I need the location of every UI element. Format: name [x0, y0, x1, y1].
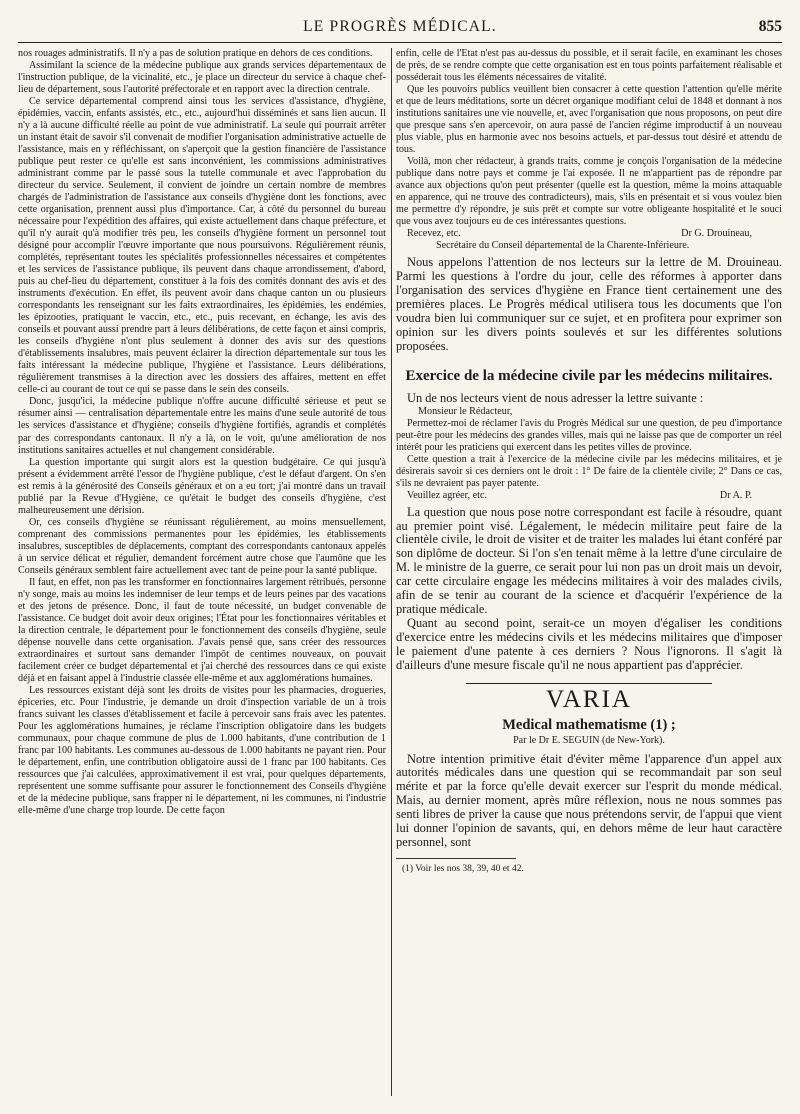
letter-paragraph: Voilà, mon cher rédacteur, à grands traits, comme je conçois l'organisation de la médecine publique dans notre pays et comme je l'ai exposée. Il ne m'appartient pas de répondre par avance aux objections qu'on peut présenter (quelle est la question, même la moins attaquable en apparence, qui ne trouve des contradicteurs), mais, s'ils en présentait et si vous voulez bien me permettre d'y répondre, je suis prêt et compte sur votre obligeante hospitalité et le souci que vous avez toujours eu de ces intéressantes questions. [396, 156, 782, 228]
reader-letter-paragraph: Permettez-moi de réclamer l'avis du Progrès Médical sur une question, de peu d'importance peut-être pour les médecins des grandes villes, mais qui ne laisse pas que de comporter un réel intérêt pour les praticiens qui exercent dans les petites villes de province. [396, 417, 782, 453]
varia-heading: VARIA [546, 685, 632, 713]
answer-paragraph: La question que nous pose notre correspondant est facile à résoudre, quant au premier point visé. Légalement, le médecin militaire peut faire de la clientèle civile, le droit de visiter et de traiter les malades lui étant conféré par son diplôme de docteur. Si l'on s'en tenait même à la lettre d'une circulaire de M. le ministre de la guerre, ce serait pour lui non pas un droit mais un devoir, car cette circulaire engage les médecins militaires à voir des malades civils, afin de se tenir au courant de la science et d'acquérir l'expérience de la pratique médicale. [396, 504, 782, 616]
varia-rule [466, 683, 712, 684]
letter-closing-line [396, 228, 782, 240]
letter-signature: Dr G. Drouineau, [681, 228, 752, 240]
reader-letter-paragraph: Cette question a trait à l'exercice de la médecine civile par les médecins militaires, et je désirerais savoir si ces derniers ont le droit : 1° De faire de la clientèle civile; 2° Dans ce cas, s'ils ne devraient pas payer patente. [396, 453, 782, 489]
page-header [18, 8, 782, 43]
varia-subtitle: Medical mathematisme (1) ; [502, 716, 676, 733]
letter-paragraph: Que les pouvoirs publics veuillent bien consacrer à cette question l'attention qu'elle mérite et que de leurs méditations, sorte un décret organique modifiant celui de 1848 et donnant à nos institutions sanitaires une vie nouvelle, et, avec l'organisation que nous proposons, on peut dire que presque sans s'en apercevoir, on aura passé de l'ancien régime improductif à un nouveau plus viable, plus en harmonie avec nos besoins actuels, et par-dessus tout désiré et attendu de tous. [396, 84, 782, 156]
body-paragraph: Ce service départemental comprend ainsi tous les services d'assistance, d'hygiène, épidémies, vaccin, enfants assistés, etc., etc., aujourd'hui disséminés et sans lien aucun. Il n'y a là aucune difficulté réelle au point de vue administratif. La seule qui pourrait arrêter un instant était de savoir s'il convenait de modifier l'organisation administrative actuelle de l'assistance, mais en y réfléchissant, on s'aperçoit que la gestion financière de l'assistance publique peut rester ce qu'elle est sans inconvénient, les commissions administratives administrant comme par le passé sous la tutelle communale et avec l'approbation du directeur du service. Seulement, il convient de joindre un certain nombre de membres chargés de l'administration de l'assistance aux conseils d'hygiène dont les fonctions, avec cette organisation, prennent aussi plus d'importance. Car, à côté du personnel du bureau nécessaire pour l'expédition des affaires, qui existe actuellement dans chaque préfecture, et qu'il n'y aurait qu'à modifier très peu, les conseils d'hygiène forment un personnel tout désigné pour accomplir l'œuvre importante que nous poursuivons. Régulièrement réunis, complétés, représentant toutes les spécialités professionnelles nécessaires et compétentes et les services de l'assistance publique, ils peuvent dans chaque arrondissement, d'abord, puis au chef-lieu du département, constituer à la fois des comités donnant des avis et des instruments d'exécution. En effet, ils peuvent avoir dans chaque canton un ou plusieurs correspondants les renseignant sur les faits extraordinaires, les épidémies, les endémies, les épizooties, pratiquant le vaccin, etc., etc., puis recevant, en échange, les avis des conseils et pouvant aussi prendre part à leurs délibérations, de cette façon et ainsi compris, les conseils d'hygiène n'ont plus seulement à donner des avis sur des questions d'établissements insalubres, mais peuvent éclairer la direction départementale sur tous les faits intéressant la médecine publique, l'hygiène et l'assistance. Leurs délibérations, régulièrement transmises à la direction avec les dossiers des affaires, mettent en effet celle-ci au courant de tout ce qui se passe dans le sein des conseils. [18, 96, 386, 396]
salutation: Monsieur le Rédacteur, [418, 405, 513, 417]
column-divider [391, 48, 392, 1096]
answer-paragraph: Quant au second point, serait-ce un moyen d'égaliser les conditions d'exercice entre les médecins civils et les médecins militaires que d'imposer le paiement d'une patente à ces derniers ? Nous l'ignorons. Il s'agit là d'ailleurs d'une mesure fiscale qu'il ne nous appartient pas d'apprécier. [396, 615, 782, 672]
letter-closing: Recevez, etc. [407, 228, 461, 240]
footnote-rule [396, 858, 516, 859]
body-paragraph: La question importante qui surgit alors est la question budgétaire. Ce qui jusqu'à présent a évidemment arrêté l'essor de l'hygiène publique, c'est le défaut d'argent. On s'en est remis à la générosité des Conseils généraux et on a eu tort; j'ai montré dans un travail publié par la Revue d'Hygiène, ce qu'était le budget des conseils d'hygiène, c'est malheureusement une dérision. [18, 456, 386, 516]
footnote: (1) Voir les nos 38, 39, 40 et 42. [402, 863, 524, 874]
body-paragraph: Donc, jusqu'ici, la médecine publique n'offre aucune difficulté sérieuse et peut se résumer ainsi — centralisation départementale entre les mains d'une seule autorité de tous les services d'assistance et d'hygiène; conseils d'hygiène fortifiés, agrandis et complétés par des correspondants cantonaux. Il n'y a là, on le voit, qu'une amélioration de nos institutions sanitaires actuelles et nul changement considérable. [18, 396, 386, 456]
journal-title: LE PROGRÈS MÉDICAL. [303, 18, 497, 35]
body-paragraph: nos rouages administratifs. Il n'y a pas de solution pratique en dehors de ces conditions. [18, 48, 373, 59]
section-intro: Un de nos lecteurs vient de nous adresser la lettre suivante : [407, 390, 704, 405]
varia-paragraph: Notre intention primitive était d'éviter même l'apparence d'un appel aux autorités médicales dans une question qui se recommandait par son seul mérite et par la force qu'elle devait exercer sur l'esprit du monde médical. Mais, au dernier moment, après mûre réflexion, nous ne nous sommes pas senti libres de priver la cause que nous prétendons servir, de l'appui que vient lui donner l'opinion de savants, qui, en dehors même de leur haut caractère personnel, sont [396, 751, 782, 849]
reader-closing-line [396, 490, 782, 502]
body-paragraph: Il faut, en effet, non pas les transformer en fonctionnaires largement rétribués, personne n'y songe, mais au moins les indemniser de leur temps et de leurs peines par des vacations et des jetons de présence. Donc, il faut de toute nécessité, un budget convenable de l'assistance. Ce budget doit avoir deux origines; l'État pour les fonctionnaires véritables et la direction centrale, le département pour le fonctionnement des conseils d'hygiène, seule dépense nouvelle dans cette organisation. J'avais pensé que, sans créer des ressources extraordinaires et surtout sans demander l'impôt de centimes nouveaux, on pouvait facilement créer ce budget départemental et j'ai cherché des ressources dans ce qui existe déjà et en faisant appel à l'industrie classée elle-même et aux agglomérations humaines. [18, 576, 386, 684]
reader-signature: Dr A. P. [719, 489, 752, 501]
body-paragraph: Assimilant la science de la médecine publique aux grands services départementaux de l'instruction publique, de la vicinalité, etc., je place un directeur du service à chaque chef-lieu de département, sous l'autorité préfectorale et en rapport avec la direction centrale. [18, 60, 386, 96]
body-paragraph: Les ressources existant déjà sont les droits de visites pour les pharmacies, drogueries, épiceries, etc. Pour l'industrie, je demande un droit d'inspection variable de un à trois francs suivant les classes d'établissement et facile à percevoir sans frais avec les patentes. Pour les agglomérations humaines, je réclame l'inscription obligatoire dans les budgets communaux, pour chaque commune de plus de 1.000 habitants, d'une contribution de 1 franc par 100 habitants. Les communes au-dessous de 1.000 habitants ne payant rien. Pour le département, enfin, une contribution obligatoire aussi de 1 franc par 100 habitants. Ces ressources que j'ai calculées, approximativement il est vrai, pour quelques départements, représentent une somme suffisante pour assurer le fonctionnement des Conseils d'hygiène et de la médecine publique, sans frapper ni le département, ni les communes, ni l'industrie elle-même d'une charge trop lourde. De cette façon [18, 684, 386, 816]
left-column [18, 48, 386, 1106]
body-paragraph: Or, ces conseils d'hygiène se réunissant régulièrement, au moins mensuellement, comprenant des commissions permanentes pour les épidémies, les établissements insalubres, susceptibles de déplacements, comptant des correspondants cantonaux appelés à un service délicat et régulier, demandent forcément autre chose que l'aumône que les Conseils généraux semblent faire actuellement avec tant de peine pour la santé publique. [18, 516, 386, 576]
editorial-note: Nous appelons l'attention de nos lecteurs sur la lettre de M. Drouineau. Parmi les questions à l'ordre du jour, celle des réformes à apporter dans l'organisation des services d'hygiène en France tient certainement une des premières places. Le Progrès médical utilisera tous les documents que l'on voudra bien lui communiquer sur ce sujet, et en profitera pour exprimer son opinion sur les divers points soulevés et sur les différentes solutions proposées. [396, 255, 782, 353]
reader-closing: Veuillez agréer, etc. [407, 489, 487, 501]
page-number: 855 [758, 18, 782, 35]
varia-byline: Par le Dr E. SEGUIN (de New-York). [513, 734, 665, 746]
section-title: Exercice de la médecine civile par les médecins militaires. [405, 367, 773, 384]
right-column [396, 48, 782, 1106]
letter-signature-title: Secrétaire du Conseil départemental de la Charente-Inférieure. [436, 240, 690, 252]
letter-paragraph: enfin, celle de l'Etat n'est pas au-dessus du possible, et il serait facile, en examinant les choses de près, de se rendre compte que cette organisation est en tous points parfaitement réalisable et posséderait tous les éléments nécessaires de vitalité. [396, 48, 782, 84]
